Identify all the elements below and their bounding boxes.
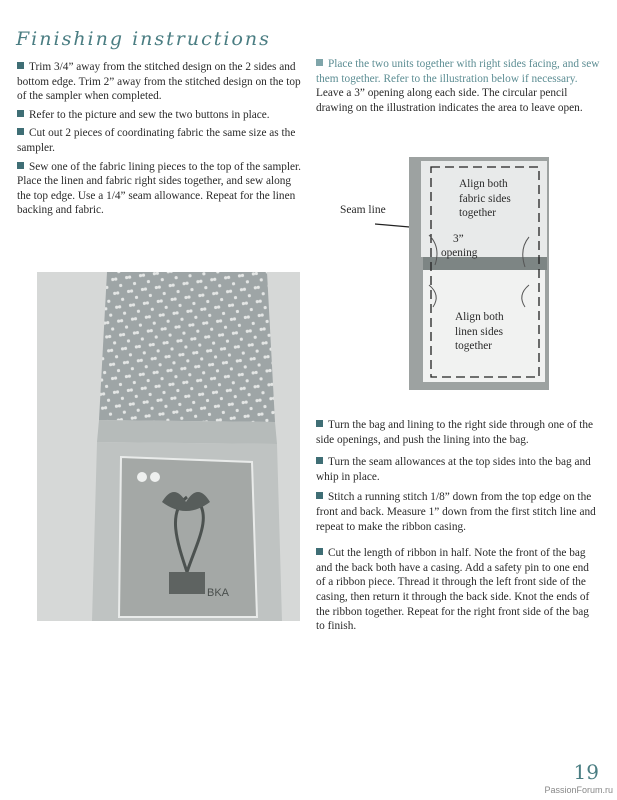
square-bullet-icon [316, 492, 323, 499]
step-item: Turn the bag and lining to the right side through one of the side openings, and push the lining into the bag. [316, 419, 594, 446]
square-bullet-icon [17, 128, 24, 135]
square-bullet-icon [316, 457, 323, 464]
square-bullet-icon [17, 62, 24, 69]
step-item: Trim 3/4” away from the stitched design on the 2 sides and bottom edge. Trim 2” away from the stitched design on the top of the sampler when completed. [17, 61, 301, 103]
linen-align-label: Align both linen sides together [455, 311, 504, 353]
square-bullet-icon [316, 548, 323, 555]
section-title: Finishing instructions [16, 28, 271, 50]
right-bottom-instructions [316, 418, 600, 638]
highlighted-text: Place the two units together with right sides facing, and sew them together. Refer to the illustration below if necessary. [316, 58, 600, 85]
step-item: Cut out 2 pieces of coordinating fabric the same size as the sampler. [17, 127, 296, 154]
seam-line-label: Seam line [340, 204, 386, 216]
left-instructions [17, 60, 301, 222]
square-bullet-icon [17, 110, 24, 117]
step-item: Place the two units together with right sides facing, and sew them together. Refer to the illustration below if necessary. Leave a 3” opening along each side. The circular pencil drawing on the illustration indicates the area to leave open. [316, 58, 600, 114]
watermark-text: PassionForum.ru [544, 785, 613, 795]
fabric-align-label: Align both fabric sides together [459, 178, 511, 220]
step-item: Turn the seam allowances at the top sides into the bag and whip in place. [316, 456, 591, 483]
right-top-instructions [316, 57, 600, 119]
opening-label: 3” opening [441, 233, 478, 259]
step-item: Stitch a running stitch 1/8” down from the top edge on the front and back. Measure 1” down from the first stitch line and repeat to make the ribbon casing. [316, 491, 596, 533]
step-item: Cut the length of ribbon in half. Note the front of the bag and the back both have a casing. Add a safety pin to one end of a ribbon piece. Thread it through the left front side of the casing, then return it through the back side. Knot the ends of the ribbon together. Repeat for the right front side of the bag to finish. [316, 547, 590, 633]
step-item: Sew one of the fabric lining pieces to the top of the sampler. Place the linen and fabric right sides together, and sew along the top edge. Use a 1/4” seam allowance. Repeat for the linen backing and fabric. [17, 160, 301, 217]
square-bullet-icon [316, 59, 323, 66]
step-item: Refer to the picture and sew the two buttons in place. [17, 108, 301, 123]
photo-initials: BKA [207, 587, 230, 599]
square-bullet-icon [316, 420, 323, 427]
sampler-photo-graphic [37, 272, 300, 621]
page-number: 19 [573, 760, 599, 784]
assembly-diagram [409, 157, 549, 390]
square-bullet-icon [17, 162, 24, 169]
sampler-photo [37, 272, 300, 621]
